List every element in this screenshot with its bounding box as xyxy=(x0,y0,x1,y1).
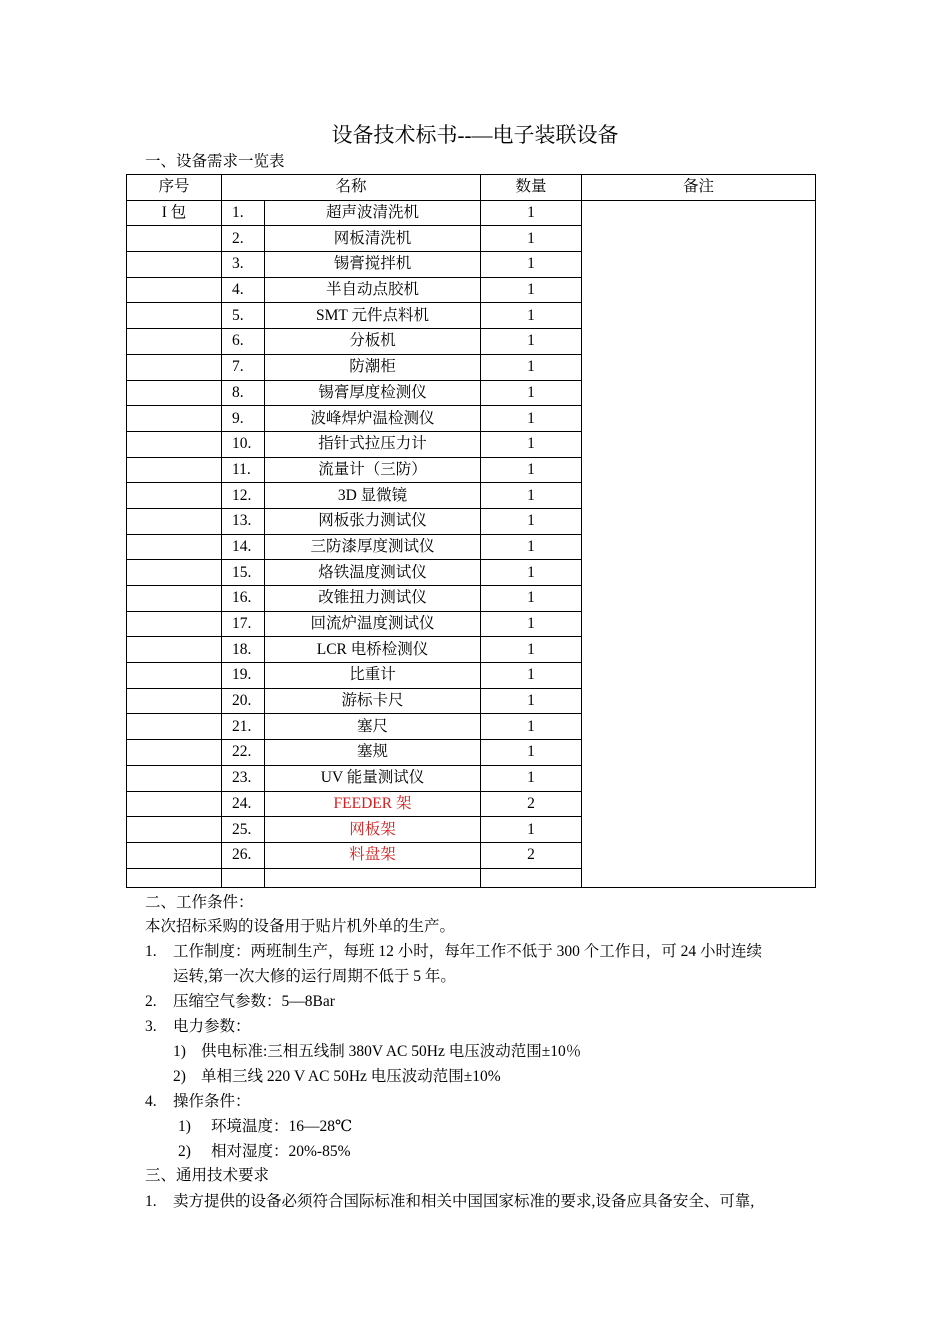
row-seq-cell xyxy=(127,586,222,612)
row-quantity: 1 xyxy=(481,688,582,714)
row-number: 9. xyxy=(222,406,265,432)
header-name: 名称 xyxy=(222,175,481,201)
row-quantity: 1 xyxy=(481,611,582,637)
condition-3-sub-1-number: 1) xyxy=(173,1043,186,1060)
row-seq-cell xyxy=(127,277,222,303)
row-number: 26. xyxy=(222,842,265,868)
row-number: 5. xyxy=(222,303,265,329)
row-item-name: 超声波清洗机 xyxy=(265,200,481,226)
row-number: 25. xyxy=(222,817,265,843)
row-seq-cell xyxy=(127,226,222,252)
row-item-name: 烙铁温度测试仪 xyxy=(265,560,481,586)
row-number: 20. xyxy=(222,688,265,714)
row-item-name: SMT 元件点料机 xyxy=(265,303,481,329)
row-seq-cell xyxy=(127,740,222,766)
row-item-name: 锡膏厚度检测仪 xyxy=(265,380,481,406)
row-item-name: 三防漆厚度测试仪 xyxy=(265,534,481,560)
table-header-row xyxy=(127,175,816,201)
condition-2-text: 压缩空气参数：5—8Bar xyxy=(173,993,335,1010)
row-quantity: 1 xyxy=(481,740,582,766)
requirement-1-text: 卖方提供的设备必须符合国际标准和相关中国国家标准的要求,设备应具备安全、可靠, xyxy=(173,1193,755,1210)
table-row xyxy=(127,200,816,226)
row-quantity: 2 xyxy=(481,791,582,817)
condition-1 xyxy=(145,939,762,964)
row-quantity: 2 xyxy=(481,842,582,868)
empty-cell xyxy=(481,868,582,887)
row-quantity: 1 xyxy=(481,560,582,586)
row-number: 3. xyxy=(222,252,265,278)
row-seq-cell xyxy=(127,765,222,791)
condition-4-text: 操作条件： xyxy=(173,1093,251,1110)
header-qty: 数量 xyxy=(481,175,582,201)
row-number: 17. xyxy=(222,611,265,637)
row-seq-cell xyxy=(127,663,222,689)
row-item-name: 塞规 xyxy=(265,740,481,766)
condition-3-sub-1 xyxy=(173,1039,581,1064)
row-seq-cell xyxy=(127,611,222,637)
row-seq-cell xyxy=(127,252,222,278)
row-number: 19. xyxy=(222,663,265,689)
row-number: 15. xyxy=(222,560,265,586)
row-number: 12. xyxy=(222,483,265,509)
requirement-1-number: 1. xyxy=(145,1193,157,1210)
row-quantity: 1 xyxy=(481,508,582,534)
row-number: 7. xyxy=(222,354,265,380)
equipment-requirements-table xyxy=(126,174,816,888)
row-number: 24. xyxy=(222,791,265,817)
row-number: 14. xyxy=(222,534,265,560)
row-number: 4. xyxy=(222,277,265,303)
row-quantity: 1 xyxy=(481,765,582,791)
row-seq-cell xyxy=(127,457,222,483)
condition-2 xyxy=(145,989,335,1014)
row-seq-cell xyxy=(127,380,222,406)
row-seq-cell xyxy=(127,431,222,457)
requirement-1 xyxy=(145,1189,754,1214)
row-seq-cell xyxy=(127,688,222,714)
row-item-name: 料盘架 xyxy=(265,842,481,868)
section-heading-general-requirements: 三、通用技术要求 xyxy=(145,1167,270,1184)
empty-cell xyxy=(265,868,481,887)
row-item-name: 波峰焊炉温检测仪 xyxy=(265,406,481,432)
row-number: 21. xyxy=(222,714,265,740)
row-seq-cell xyxy=(127,842,222,868)
row-quantity: 1 xyxy=(481,406,582,432)
row-number: 16. xyxy=(222,586,265,612)
condition-1-number: 1. xyxy=(145,943,157,960)
document-title: 设备技术标书--—电子装联设备 xyxy=(331,123,619,147)
row-quantity: 1 xyxy=(481,457,582,483)
header-note: 备注 xyxy=(582,175,816,201)
row-seq-cell xyxy=(127,303,222,329)
section-heading-working-conditions: 二、工作条件： xyxy=(145,894,254,911)
condition-4-sub-1 xyxy=(178,1114,352,1139)
row-number: 1. xyxy=(222,200,265,226)
row-quantity: 1 xyxy=(481,303,582,329)
row-number: 2. xyxy=(222,226,265,252)
condition-4-number: 4. xyxy=(145,1093,157,1110)
row-item-name: LCR 电桥检测仪 xyxy=(265,637,481,663)
header-seq: 序号 xyxy=(127,175,222,201)
row-number: 13. xyxy=(222,508,265,534)
row-seq-cell xyxy=(127,508,222,534)
condition-1-text: 工作制度：两班制生产，每班 12 小时，每年工作不低于 300 个工作日，可 24 小时连续 xyxy=(173,943,763,960)
row-quantity: 1 xyxy=(481,534,582,560)
row-quantity: 1 xyxy=(481,483,582,509)
condition-4-sub-1-text: 环境温度：16—28℃ xyxy=(211,1118,353,1135)
remarks-cell xyxy=(582,200,816,887)
condition-3-sub-1-text: 供电标准:三相五线制 380V AC 50Hz 电压波动范围±10％ xyxy=(201,1043,582,1060)
row-quantity: 1 xyxy=(481,277,582,303)
row-seq-cell xyxy=(127,329,222,355)
row-quantity: 1 xyxy=(481,200,582,226)
empty-cell xyxy=(222,868,265,887)
row-quantity: 1 xyxy=(481,226,582,252)
row-item-name: 半自动点胶机 xyxy=(265,277,481,303)
row-quantity: 1 xyxy=(481,354,582,380)
row-item-name: UV 能量测试仪 xyxy=(265,765,481,791)
row-item-name: 比重计 xyxy=(265,663,481,689)
row-item-name: 回流炉温度测试仪 xyxy=(265,611,481,637)
condition-4-sub-2-number: 2) xyxy=(178,1143,191,1160)
row-item-name: 网板架 xyxy=(265,817,481,843)
row-number: 11. xyxy=(222,457,265,483)
condition-4-sub-2-text: 相对湿度：20%-85% xyxy=(211,1143,351,1160)
row-seq-cell xyxy=(127,714,222,740)
row-seq-cell xyxy=(127,817,222,843)
row-item-name: 塞尺 xyxy=(265,714,481,740)
row-seq-cell xyxy=(127,637,222,663)
row-item-name: 锡膏搅拌机 xyxy=(265,252,481,278)
row-item-name: FEEDER 架 xyxy=(265,791,481,817)
row-quantity: 1 xyxy=(481,817,582,843)
row-quantity: 1 xyxy=(481,380,582,406)
row-seq-cell xyxy=(127,560,222,586)
condition-4-sub-2 xyxy=(178,1139,351,1164)
condition-3 xyxy=(145,1014,251,1039)
row-seq-cell xyxy=(127,406,222,432)
empty-cell xyxy=(127,868,222,887)
condition-2-number: 2. xyxy=(145,993,157,1010)
row-number: 8. xyxy=(222,380,265,406)
condition-4 xyxy=(145,1089,251,1114)
condition-1-continued: 运转,第一次大修的运行周期不低于 5 年。 xyxy=(173,968,456,985)
row-number: 22. xyxy=(222,740,265,766)
row-seq-cell xyxy=(127,534,222,560)
condition-4-sub-1-number: 1) xyxy=(178,1118,191,1135)
row-quantity: 1 xyxy=(481,663,582,689)
row-quantity: 1 xyxy=(481,714,582,740)
condition-3-number: 3. xyxy=(145,1018,157,1035)
row-number: 18. xyxy=(222,637,265,663)
condition-3-sub-2-text: 单相三线 220 V AC 50Hz 电压波动范围±10% xyxy=(201,1068,501,1085)
section-heading-equipment-list: 一、设备需求一览表 xyxy=(145,153,285,170)
row-seq-cell xyxy=(127,483,222,509)
row-quantity: 1 xyxy=(481,586,582,612)
row-seq-cell: I 包 xyxy=(127,200,222,226)
row-item-name: 网板清洗机 xyxy=(265,226,481,252)
row-number: 10. xyxy=(222,431,265,457)
row-item-name: 防潮柜 xyxy=(265,354,481,380)
row-quantity: 1 xyxy=(481,252,582,278)
condition-3-sub-2-number: 2) xyxy=(173,1068,186,1085)
row-quantity: 1 xyxy=(481,637,582,663)
row-number: 23. xyxy=(222,765,265,791)
condition-3-sub-2 xyxy=(173,1064,501,1089)
intro-paragraph: 本次招标采购的设备用于贴片机外单的生产。 xyxy=(145,918,456,935)
row-item-name: 分板机 xyxy=(265,329,481,355)
row-item-name: 流量计（三防） xyxy=(265,457,481,483)
row-item-name: 3D 显微镜 xyxy=(265,483,481,509)
row-item-name: 游标卡尺 xyxy=(265,688,481,714)
row-item-name: 改锥扭力测试仪 xyxy=(265,586,481,612)
row-quantity: 1 xyxy=(481,431,582,457)
row-item-name: 网板张力测试仪 xyxy=(265,508,481,534)
row-number: 6. xyxy=(222,329,265,355)
condition-3-text: 电力参数： xyxy=(173,1018,251,1035)
row-item-name: 指针式拉压力计 xyxy=(265,431,481,457)
row-seq-cell xyxy=(127,354,222,380)
row-quantity: 1 xyxy=(481,329,582,355)
row-seq-cell xyxy=(127,791,222,817)
